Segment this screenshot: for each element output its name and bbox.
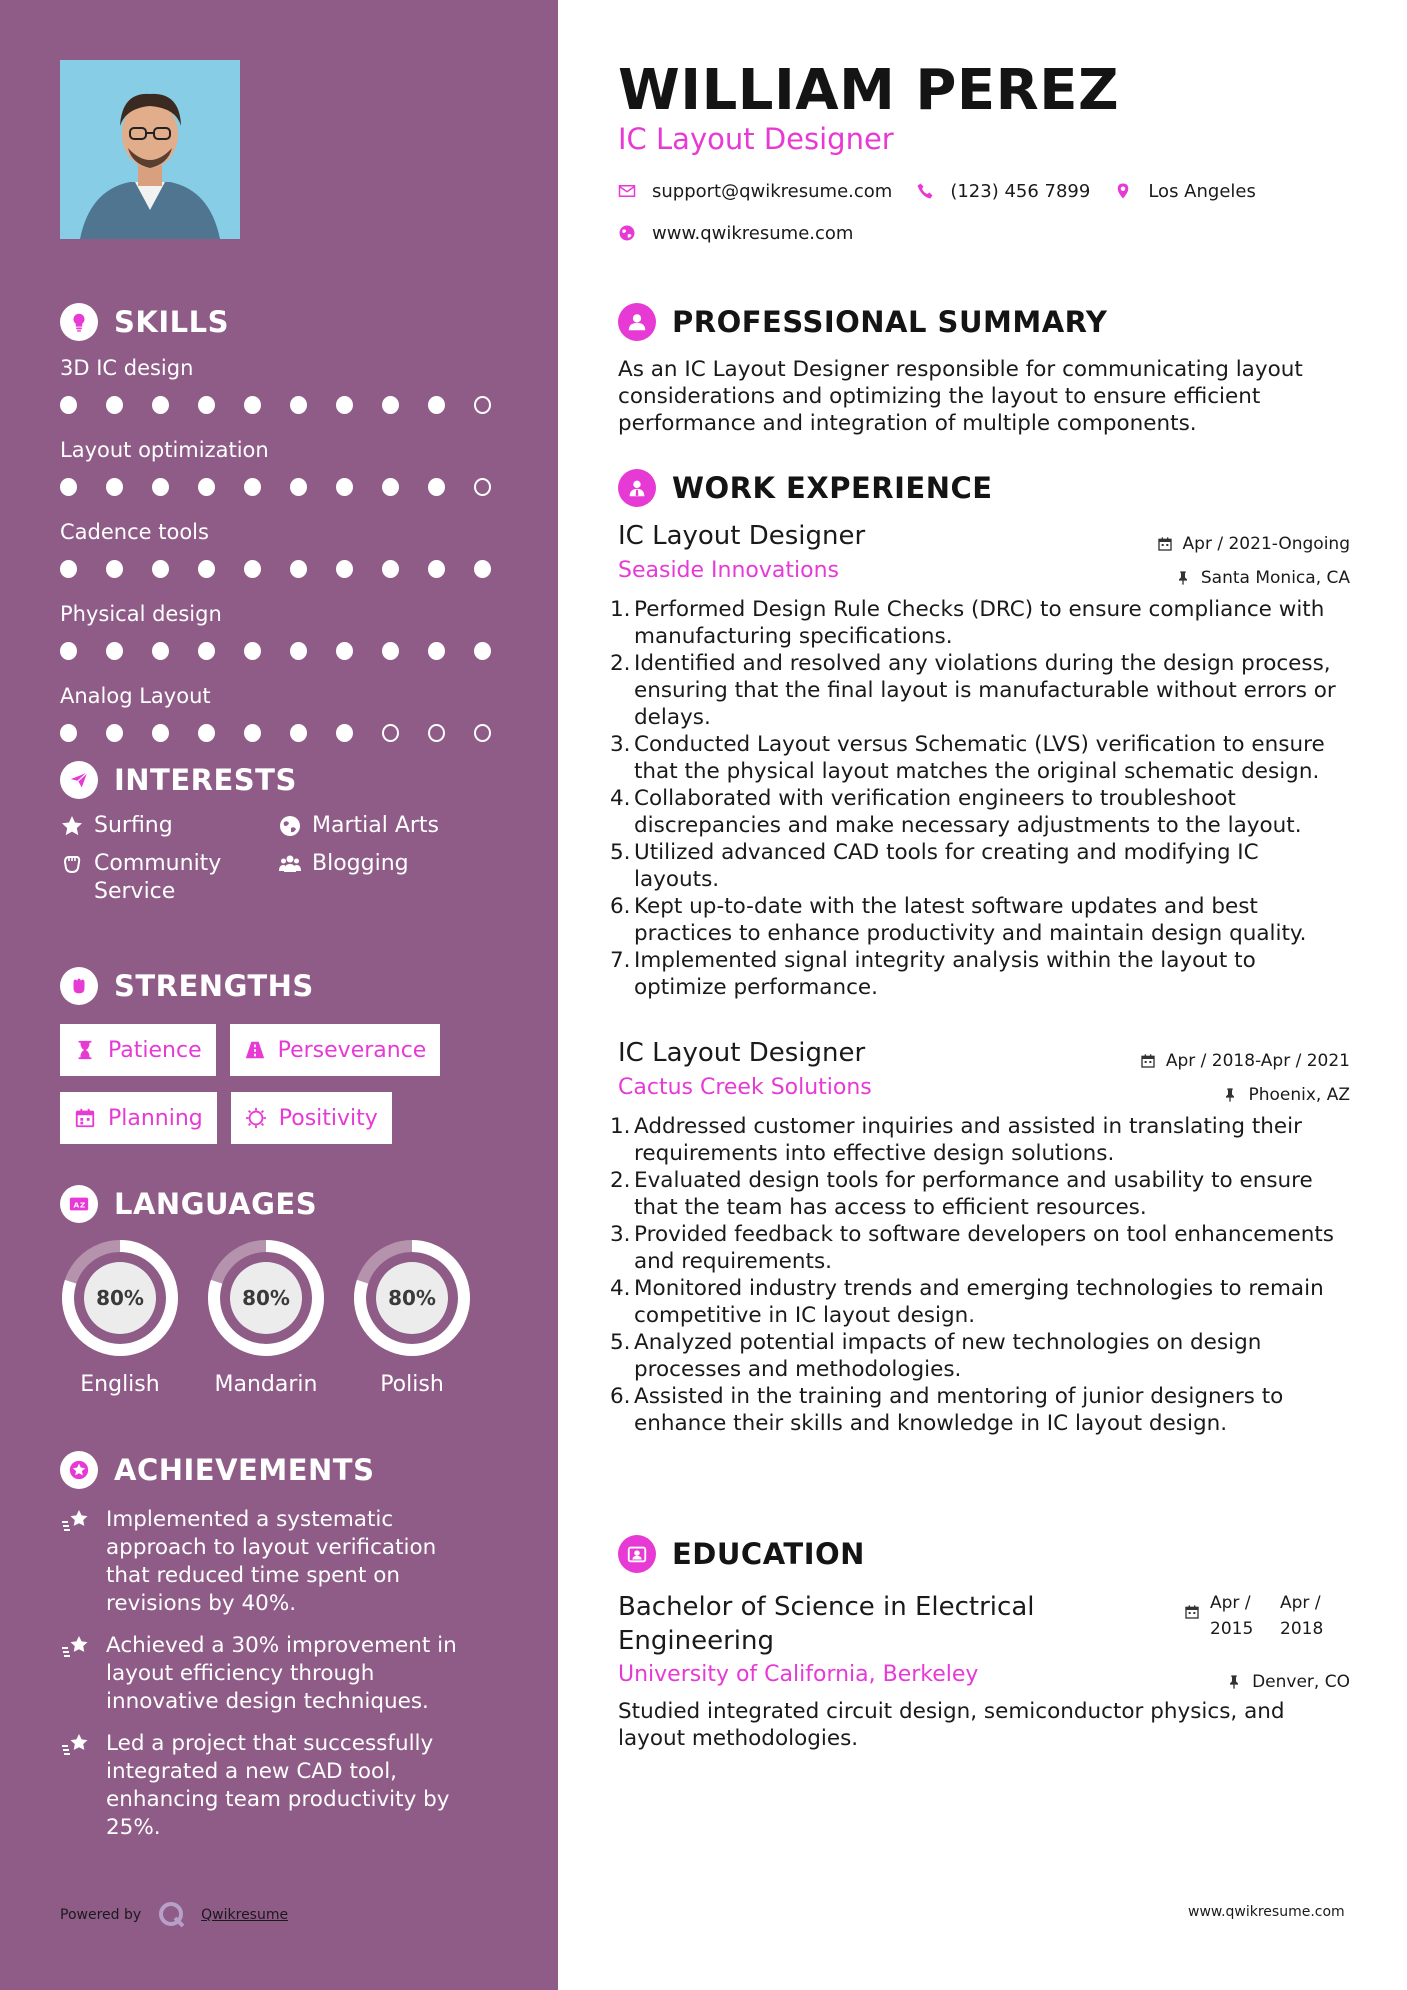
contact-email[interactable]: support@qwikresume.com <box>652 180 893 202</box>
rating-dot-filled <box>152 560 169 578</box>
trophy-star-icon <box>60 1634 90 1660</box>
calendar-icon <box>1157 536 1173 552</box>
bullet-number: 3. <box>610 732 631 757</box>
job-title: IC Layout Designer <box>618 1038 866 1068</box>
languages-list <box>60 1238 520 1397</box>
bullet-text: Assisted in the training and mentoring of junior designers to enhance their skills and knowledge in IC layout design. <box>634 1384 1284 1436</box>
strength-chip <box>231 1092 392 1144</box>
bullet-number: 1. <box>610 1114 631 1139</box>
education-header-row <box>618 1590 1350 1658</box>
language-percent: 80% <box>388 1286 436 1310</box>
translate-icon <box>60 1185 98 1223</box>
contact-row <box>618 176 1350 206</box>
rating-dot-filled <box>290 724 307 742</box>
footer-url[interactable]: www.qwikresume.com <box>1188 1904 1345 1920</box>
interests-list <box>60 812 520 906</box>
bullet-text: Implemented signal integrity analysis within the layout to optimize performance. <box>634 948 1256 1000</box>
strength-label: Positivity <box>278 1105 378 1131</box>
education-school-row <box>618 1658 1350 1692</box>
job-bullet <box>610 839 1350 893</box>
powered-by-label: Powered by <box>60 1907 142 1923</box>
rating-dot-empty <box>474 724 491 742</box>
bullet-number: 5. <box>610 1330 631 1355</box>
skills-heading <box>60 300 520 344</box>
skills-title: SKILLS <box>114 305 229 339</box>
job-title-row <box>618 1035 1350 1071</box>
job-title: IC Layout Designer <box>618 521 866 551</box>
rating-dot-filled <box>198 642 215 660</box>
interest-label: Blogging <box>312 851 409 876</box>
star-badge-icon <box>60 1451 98 1489</box>
bullet-text: Utilized advanced CAD tools for creating and modifying IC layouts. <box>634 840 1259 892</box>
jobs-list <box>610 518 1350 1437</box>
pushpin-icon <box>1175 570 1191 586</box>
rating-dot-filled <box>428 642 445 660</box>
user-icon <box>618 303 656 341</box>
rating-dot-filled <box>244 560 261 578</box>
rating-dot-filled <box>60 724 77 742</box>
fist-icon <box>60 967 98 1005</box>
education-dates <box>1184 1590 1350 1642</box>
svg-text:Z: Z <box>79 1200 86 1210</box>
education-description: Studied integrated circuit design, semiconductor physics, and layout methodologies. <box>618 1699 1285 1751</box>
bullet-text: Collaborated with verification engineers to troubleshoot discrepancies and make necessary adjustments to the layout. <box>634 786 1302 838</box>
interest-label: Surfing <box>94 813 173 838</box>
rating-dot-filled <box>60 396 77 414</box>
skills-section <box>60 300 520 754</box>
skill-item <box>60 598 520 672</box>
rating-dot-filled <box>382 396 399 414</box>
bullet-text: Addressed customer inquiries and assisted in translating their requirements into effective design solutions. <box>634 1114 1302 1166</box>
globe-icon <box>618 224 636 242</box>
languages-section <box>60 1182 520 1397</box>
job-dates <box>1157 534 1350 554</box>
rating-dot-filled <box>244 724 261 742</box>
job-bullet <box>610 947 1350 1001</box>
language-ring <box>352 1238 472 1358</box>
svg-text:A: A <box>73 1200 80 1210</box>
bullet-number: 4. <box>610 1276 631 1301</box>
education-heading <box>618 1532 1350 1576</box>
contact-location: Los Angeles <box>1148 180 1256 202</box>
achievement-item <box>60 1632 520 1716</box>
education-start <box>1210 1590 1280 1642</box>
job-bullet <box>610 596 1350 650</box>
rating-dot-filled <box>106 724 123 742</box>
contact-info <box>618 176 1350 260</box>
skill-item <box>60 516 520 590</box>
experience-heading <box>618 466 1350 510</box>
job-bullet <box>610 1167 1350 1221</box>
skill-item <box>60 352 520 426</box>
summary-section <box>618 300 1350 437</box>
interest-label: Martial Arts <box>312 813 440 838</box>
rating-dot-filled <box>198 396 215 414</box>
interests-section <box>60 758 520 906</box>
powered-by <box>60 1900 288 1930</box>
achievement-text: Led a project that successfully integrated a new CAD tool, enhancing team productivity by 25%. <box>106 1731 450 1840</box>
job-bullet <box>610 731 1350 785</box>
interest-item <box>60 812 278 840</box>
skill-rating <box>60 548 520 590</box>
job-location <box>1222 1085 1350 1105</box>
education-location-text: Denver, CO <box>1252 1672 1350 1692</box>
globe-icon <box>278 814 302 838</box>
strength-chip <box>230 1024 441 1076</box>
job-entry <box>610 1035 1350 1437</box>
strengths-title: STRENGTHS <box>114 969 314 1003</box>
road-icon <box>244 1039 266 1061</box>
rating-dot-filled <box>428 478 445 496</box>
achievement-text: Achieved a 30% improvement in layout efficiency through innovative design techniques. <box>106 1633 457 1714</box>
trophy-star-icon <box>60 1508 90 1534</box>
bullet-text: Monitored industry trends and emerging technologies to remain competitive in IC layout design. <box>634 1276 1324 1328</box>
calendar-icon <box>1184 1604 1200 1620</box>
rating-dot-filled <box>290 396 307 414</box>
language-item <box>206 1238 326 1397</box>
skill-rating <box>60 630 520 672</box>
job-location <box>1175 568 1350 588</box>
strengths-list <box>60 1024 480 1144</box>
summary-text: As an IC Layout Designer responsible for communicating layout considerations and optimizing the layout to ensure efficient performance and integration of multiple components. <box>618 357 1303 436</box>
bullet-number: 7. <box>610 948 631 973</box>
strengths-heading <box>60 964 520 1008</box>
rating-dot-filled <box>290 478 307 496</box>
bullet-text: Analyzed potential impacts of new technologies on design processes and methodologies. <box>634 1330 1262 1382</box>
education-end-year: 2018 <box>1280 1619 1324 1639</box>
sun-icon <box>245 1107 267 1129</box>
job-title-row <box>618 518 1350 554</box>
bullet-number: 5. <box>610 840 631 865</box>
qwikresume-link[interactable]: Qwikresume <box>201 1907 289 1923</box>
interest-item <box>60 850 278 906</box>
pushpin-icon <box>1226 1674 1242 1690</box>
bullet-text: Kept up-to-date with the latest software updates and best practices to enhance productivity and maintain design quality. <box>634 894 1307 946</box>
education-location <box>1226 1672 1350 1692</box>
language-name: Polish <box>380 1372 444 1397</box>
calendar-icon <box>74 1107 96 1129</box>
achievements-title: ACHIEVEMENTS <box>114 1453 375 1487</box>
education-end <box>1280 1590 1350 1642</box>
rating-dot-filled <box>290 642 307 660</box>
rating-dot-filled <box>152 396 169 414</box>
language-percent: 80% <box>96 1286 144 1310</box>
rating-dot-filled <box>60 560 77 578</box>
rating-dot-filled <box>244 642 261 660</box>
bullet-text: Identified and resolved any violations during the design process, ensuring that the final layout is manufacturable without errors or delays. <box>634 651 1336 730</box>
rating-dot-filled <box>106 642 123 660</box>
contact-phone[interactable]: (123) 456 7899 <box>950 180 1091 202</box>
achievement-item <box>60 1730 520 1842</box>
rating-dot-filled <box>106 478 123 496</box>
bullet-text: Conducted Layout versus Schematic (LVS) verification to ensure that the physical layout matches the original schematic design. <box>634 732 1325 784</box>
education-section <box>618 1532 1350 1752</box>
language-name: Mandarin <box>214 1372 318 1397</box>
map-pin-icon <box>1114 182 1132 200</box>
hourglass-icon <box>74 1039 96 1061</box>
rating-dot-filled <box>198 478 215 496</box>
paper-plane-icon <box>60 761 98 799</box>
skill-item <box>60 434 520 508</box>
achievements-list <box>60 1506 520 1842</box>
bullet-number: 3. <box>610 1222 631 1247</box>
job-company: Seaside Innovations <box>618 558 839 583</box>
achievements-heading <box>60 1448 520 1492</box>
rating-dot-filled <box>336 560 353 578</box>
rating-dot-filled <box>198 724 215 742</box>
education-title: EDUCATION <box>672 1537 865 1571</box>
qwikresume-logo-icon <box>157 1900 187 1930</box>
strengths-section <box>60 964 520 1144</box>
contact-website[interactable]: www.qwikresume.com <box>652 222 854 244</box>
rating-dot-filled <box>428 396 445 414</box>
summary-title: PROFESSIONAL SUMMARY <box>672 305 1108 339</box>
strength-label: Patience <box>108 1037 202 1063</box>
interests-title: INTERESTS <box>114 763 297 797</box>
job-bullet <box>610 650 1350 731</box>
interest-item <box>278 812 498 840</box>
language-ring <box>60 1238 180 1358</box>
language-item <box>352 1238 472 1397</box>
job-bullets <box>610 1113 1350 1437</box>
education-school: University of California, Berkeley <box>618 1662 979 1687</box>
language-item <box>60 1238 180 1397</box>
strength-chip <box>60 1024 216 1076</box>
envelope-icon <box>618 182 636 200</box>
skill-name: 3D IC design <box>60 356 194 380</box>
rating-dot-filled <box>336 396 353 414</box>
rating-dot-filled <box>152 724 169 742</box>
experience-section <box>610 466 1350 1437</box>
rating-dot-empty <box>428 724 445 742</box>
strength-label: Perseverance <box>277 1037 427 1063</box>
job-bullet <box>610 1383 1350 1437</box>
job-company: Cactus Creek Solutions <box>618 1075 872 1100</box>
contact-row <box>618 218 1350 248</box>
phone-icon <box>916 182 934 200</box>
rating-dot-filled <box>244 478 261 496</box>
rating-dot-filled <box>474 560 491 578</box>
job-bullet <box>610 1221 1350 1275</box>
interests-heading <box>60 758 520 802</box>
trophy-star-icon <box>60 1732 90 1758</box>
bullet-number: 1. <box>610 597 631 622</box>
sidebar <box>0 0 558 1990</box>
language-percent: 80% <box>242 1286 290 1310</box>
skill-name: Physical design <box>60 602 222 626</box>
job-bullets <box>610 596 1350 1001</box>
bullet-text: Provided feedback to software developers on tool enhancements and requirements. <box>634 1222 1334 1274</box>
bullet-text: Performed Design Rule Checks (DRC) to ensure compliance with manufacturing specifications. <box>634 597 1325 649</box>
rating-dot-filled <box>60 642 77 660</box>
rating-dot-filled <box>428 560 445 578</box>
calendar-icon <box>1140 1053 1156 1069</box>
job-location-text: Phoenix, AZ <box>1248 1085 1350 1105</box>
rating-dot-filled <box>382 642 399 660</box>
candidate-name: WILLIAM PEREZ <box>618 58 1120 123</box>
summary-heading <box>618 300 1350 344</box>
job-bullet <box>610 1275 1350 1329</box>
languages-title: LANGUAGES <box>114 1187 318 1221</box>
job-dates-text: Apr / 2018-Apr / 2021 <box>1165 1051 1350 1071</box>
education-degree: Bachelor of Science in Electrical Engineering <box>618 1592 1035 1656</box>
rating-dot-filled <box>336 642 353 660</box>
job-location-text: Santa Monica, CA <box>1200 568 1350 588</box>
graduation-icon <box>618 1535 656 1573</box>
candidate-role: IC Layout Designer <box>618 122 894 156</box>
rating-dot-filled <box>106 396 123 414</box>
education-start-month: Apr / <box>1210 1593 1251 1613</box>
languages-heading <box>60 1182 520 1226</box>
skill-name: Cadence tools <box>60 520 209 544</box>
rating-dot-filled <box>336 724 353 742</box>
skill-name: Layout optimization <box>60 438 269 462</box>
rating-dot-filled <box>152 642 169 660</box>
rating-dot-empty <box>474 478 491 496</box>
rating-dot-filled <box>152 478 169 496</box>
achievement-text: Implemented a systematic approach to layout verification that reduced time spent on revisions by 40%. <box>106 1507 437 1616</box>
rating-dot-filled <box>382 560 399 578</box>
star-icon <box>60 814 84 838</box>
strength-chip <box>60 1092 217 1144</box>
language-ring <box>206 1238 326 1358</box>
skills-list <box>60 352 520 754</box>
rating-dot-filled <box>106 560 123 578</box>
job-dates <box>1140 1051 1350 1071</box>
rating-dot-empty <box>382 724 399 742</box>
bullet-text: Evaluated design tools for performance and usability to ensure that the team has access to efficient resources. <box>634 1168 1313 1220</box>
lightbulb-icon <box>60 303 98 341</box>
job-entry <box>610 518 1350 1001</box>
job-bullet <box>610 1329 1350 1383</box>
achievement-item <box>60 1506 520 1618</box>
skill-name: Analog Layout <box>60 684 211 708</box>
skill-rating <box>60 466 520 508</box>
interest-item <box>278 850 498 906</box>
pushpin-icon <box>1222 1087 1238 1103</box>
rating-dot-filled <box>382 478 399 496</box>
job-dates-text: Apr / 2021-Ongoing <box>1182 534 1350 554</box>
skill-rating <box>60 712 520 754</box>
profile-photo <box>60 60 240 239</box>
briefcase-icon <box>618 469 656 507</box>
rating-dot-filled <box>474 642 491 660</box>
hand-icon <box>60 852 84 876</box>
bullet-number: 2. <box>610 651 631 676</box>
rating-dot-empty <box>474 396 491 414</box>
skill-item <box>60 680 520 754</box>
rating-dot-filled <box>290 560 307 578</box>
skill-rating <box>60 384 520 426</box>
job-company-row <box>618 554 1350 588</box>
language-name: English <box>80 1372 160 1397</box>
education-start-year: 2015 <box>1210 1619 1254 1639</box>
interest-label: Community Service <box>94 851 222 904</box>
rating-dot-filled <box>198 560 215 578</box>
bullet-number: 6. <box>610 894 631 919</box>
achievements-section <box>60 1448 520 1842</box>
rating-dot-filled <box>244 396 261 414</box>
job-bullet <box>610 1113 1350 1167</box>
bullet-number: 4. <box>610 786 631 811</box>
strength-label: Planning <box>108 1105 203 1131</box>
rating-dot-filled <box>336 478 353 496</box>
users-icon <box>278 852 302 876</box>
rating-dot-filled <box>60 478 77 496</box>
bullet-number: 6. <box>610 1384 631 1409</box>
bullet-number: 2. <box>610 1168 631 1193</box>
job-company-row <box>618 1071 1350 1105</box>
job-bullet <box>610 785 1350 839</box>
education-end-month: Apr / <box>1280 1593 1321 1613</box>
experience-title: WORK EXPERIENCE <box>672 471 993 505</box>
job-bullet <box>610 893 1350 947</box>
